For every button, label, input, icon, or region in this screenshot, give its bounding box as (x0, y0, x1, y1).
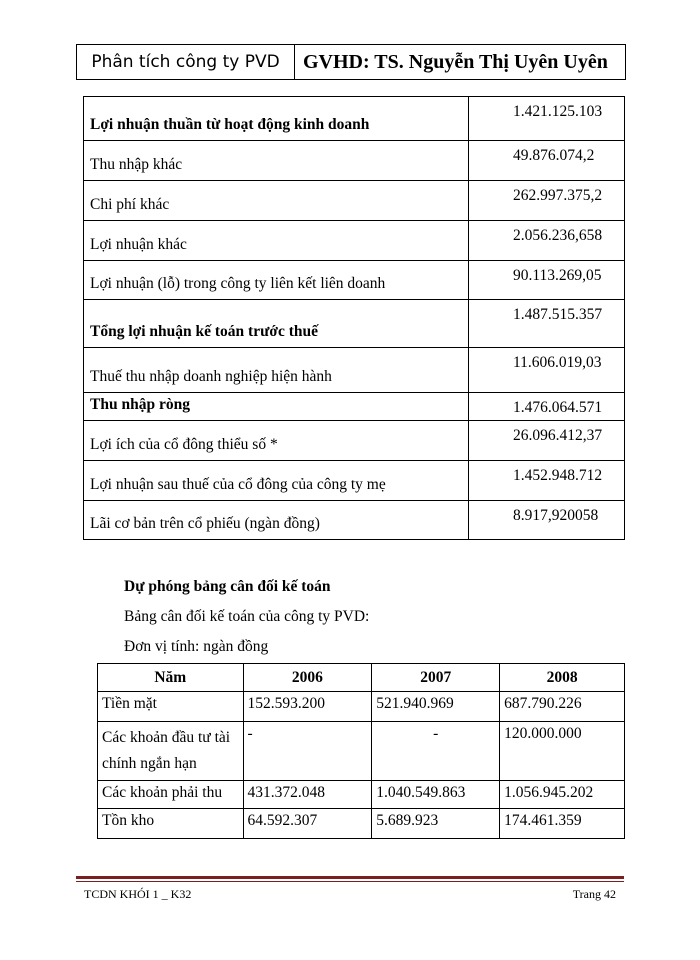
income-value: 49.876.074,2 (469, 141, 625, 181)
page-header (76, 44, 626, 80)
header-cell-year: Năm (98, 664, 244, 692)
income-value: 8.917,920058 (469, 501, 625, 540)
projection-title: Dự phóng bảng cân đối kế toán (124, 578, 331, 595)
income-label: Thu nhập ròng (84, 393, 469, 421)
income-row (84, 501, 625, 540)
balance-row (98, 809, 625, 839)
balance-row (98, 781, 625, 809)
header-cell-2006: 2006 (243, 664, 372, 692)
balance-sheet-table (97, 663, 625, 839)
balance-value-2006: 64.592.307 (243, 809, 372, 839)
income-value: 262.997.375,2 (469, 181, 625, 221)
balance-label: Các khoản đầu tư tài chính ngắn hạn (98, 722, 244, 781)
income-label: Lợi nhuận thuần từ hoạt động kinh doanh (84, 97, 469, 141)
income-value: 1.421.125.103 (469, 97, 625, 141)
income-row (84, 421, 625, 461)
income-row (84, 348, 625, 393)
balance-header-row (98, 664, 625, 692)
income-label: Lợi nhuận sau thuế của cổ đông của công ty mẹ (84, 461, 469, 501)
header-cell-2007: 2007 (372, 664, 500, 692)
balance-row (98, 722, 625, 781)
balance-value-2008: 687.790.226 (500, 692, 625, 722)
income-label: Lợi nhuận khác (84, 221, 469, 261)
income-label: Thuế thu nhập doanh nghiệp hiện hành (84, 348, 469, 393)
income-row (84, 97, 625, 141)
balance-value-2006: 431.372.048 (243, 781, 372, 809)
income-row (84, 461, 625, 501)
income-value: 1.476.064.571 (469, 393, 625, 421)
income-value: 26.096.412,37 (469, 421, 625, 461)
balance-value-2006: 152.593.200 (243, 692, 372, 722)
header-cell-2008: 2008 (500, 664, 625, 692)
income-value: 2.056.236,658 (469, 221, 625, 261)
balance-value-2007: - (372, 722, 500, 781)
income-row (84, 221, 625, 261)
balance-label: Tiền mặt (98, 692, 244, 722)
balance-value-2007: 1.040.549.863 (372, 781, 500, 809)
balance-label: Tồn kho (98, 809, 244, 839)
income-value: 1.452.948.712 (469, 461, 625, 501)
balance-label: Các khoản phải thu (98, 781, 244, 809)
income-row (84, 181, 625, 221)
income-row (84, 261, 625, 300)
balance-value-2006: - (243, 722, 372, 781)
balance-value-2007: 521.940.969 (372, 692, 500, 722)
balance-value-2008: 174.461.359 (500, 809, 625, 839)
balance-value-2007: 5.689.923 (372, 809, 500, 839)
balance-row (98, 692, 625, 722)
income-statement-table (83, 96, 625, 540)
income-value: 11.606.019,03 (469, 348, 625, 393)
income-row (84, 300, 625, 348)
income-label: Thu nhập khác (84, 141, 469, 181)
projection-unit: Đơn vị tính: ngàn đồng (124, 638, 269, 655)
income-label: Lợi ích của cổ đông thiểu số * (84, 421, 469, 461)
footer-divider-thin (76, 881, 624, 882)
income-label: Lãi cơ bản trên cổ phiếu (ngàn đồng) (84, 501, 469, 540)
income-row (84, 141, 625, 181)
footer-divider (76, 876, 624, 879)
balance-value-2008: 1.056.945.202 (500, 781, 625, 809)
balance-value-2008: 120.000.000 (500, 722, 625, 781)
income-label: Lợi nhuận (lỗ) trong công ty liên kết liên doanh (84, 261, 469, 300)
footer-course: TCDN KHÓI 1 _ K32 (84, 887, 192, 901)
income-row (84, 393, 625, 421)
income-value: 90.113.269,05 (469, 261, 625, 300)
header-advisor: GVHD: TS. Nguyễn Thị Uyên Uyên (303, 50, 608, 73)
income-label: Chi phí khác (84, 181, 469, 221)
income-value: 1.487.515.357 (469, 300, 625, 348)
footer-page-number: Trang 42 (572, 887, 616, 901)
projection-subtitle: Bảng cân đối kế toán của công ty PVD: (124, 608, 370, 625)
header-title: Phân tích công ty PVD (77, 45, 295, 79)
income-label: Tổng lợi nhuận kế toán trước thuế (84, 300, 469, 348)
